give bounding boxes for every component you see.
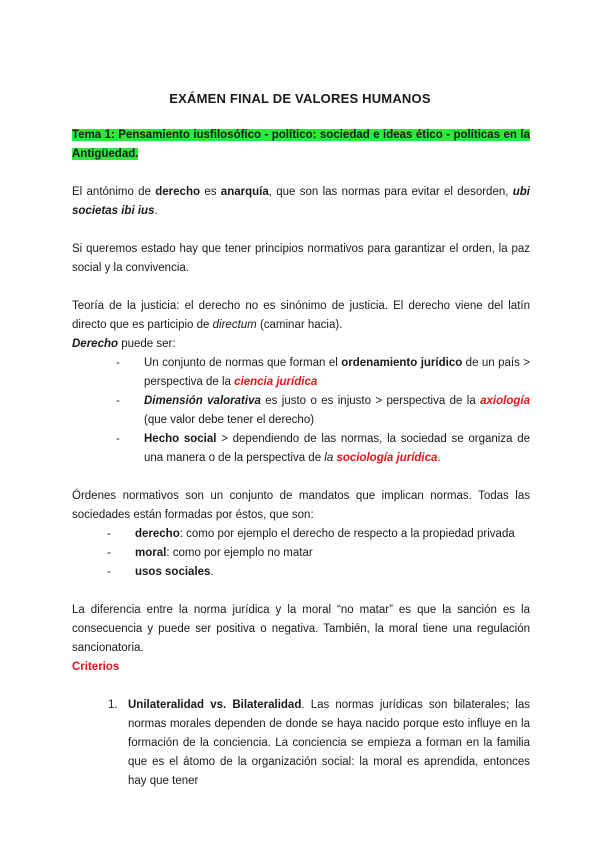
bold-term: Derecho <box>72 338 119 350</box>
highlighted-term: axiología <box>480 395 530 407</box>
paragraph-justice <box>72 297 530 335</box>
list-marker: - <box>107 566 111 578</box>
paragraph-antonym <box>72 183 530 221</box>
text: , que son las normas para evitar el desorden, <box>268 186 513 198</box>
bold-term: anarquía <box>220 186 269 198</box>
text: (caminar hacia). <box>256 319 343 331</box>
list-item: - derecho: como por ejemplo el derecho de respecto a la propiedad privada <box>135 525 530 544</box>
derecho-list <box>116 354 531 468</box>
list-marker: - <box>116 357 120 369</box>
criteria-heading: Criterios <box>72 661 120 673</box>
highlighted-term: sociología jurídica <box>336 452 438 464</box>
list-item: 1. Unilateralidad vs. Bilateralidad. Las normas jurídicas son bilaterales; las normas morales dependen de donde se haya nacido porque esto influye en la formación de la conciencia. La conciencia se empieza a forman en la familia que es el átomo de la organización social: la moral es aprendida, entonces hay que tener <box>128 696 530 791</box>
list-marker: - <box>116 433 120 445</box>
text: El antónimo de <box>72 186 156 198</box>
orders-list <box>107 525 530 582</box>
list-item: - Un conjunto de normas que forman el ordenamiento jurídico de un país > perspectiva de la ciencia jurídica <box>144 354 530 392</box>
paragraph-orders: Órdenes normativos son un conjunto de mandatos que implican normas. Todas las sociedades están formadas por éstos, que son: <box>72 490 530 521</box>
bold-term: derecho <box>155 186 201 198</box>
list-marker: - <box>116 395 120 407</box>
list-marker: - <box>107 547 111 559</box>
list-item: - Hecho social > dependiendo de las normas, la sociedad se organiza de una manera o de la perspectiva de la sociología jurídica. <box>144 430 530 468</box>
text: puede ser: <box>118 338 176 350</box>
list-item: - usos sociales. <box>135 563 530 582</box>
text: Teoría de la justicia: el derecho no es sinónimo de justicia. El derecho viene del latín directo que es participio de <box>72 300 530 331</box>
text: es <box>200 186 221 198</box>
derecho-intro <box>72 335 530 354</box>
text: . <box>154 205 158 217</box>
list-item: - Dimensión valorativa es justo o es injusto > perspectiva de la axiología (que valor debe tener el derecho) <box>144 392 530 430</box>
paragraph-difference: La diferencia entre la norma jurídica y la moral “no matar” es que la sanción es la consecuencia y puede ser positiva o negativa. También, la moral tiene una regulación sancionatoria. <box>72 604 530 654</box>
topic-heading-text: Tema 1: Pensamiento iusfilosófico - político: sociedad e ideas ético - políticas en la Antigüedad. <box>72 129 530 160</box>
list-marker: 1. <box>108 699 118 711</box>
criteria-list <box>108 696 530 791</box>
paragraph-state: Si queremos estado hay que tener principios normativos para garantizar el orden, la paz social y la convivencia. <box>72 243 530 274</box>
document-title: EXÁMEN FINAL DE VALORES HUMANOS <box>169 91 431 106</box>
list-marker: - <box>107 528 111 540</box>
highlighted-term: ciencia jurídica <box>234 376 318 388</box>
topic-heading <box>72 126 530 164</box>
italic-term: directum <box>212 319 257 331</box>
latin-phrase: ubi societas ibi ius <box>72 186 530 217</box>
list-item: - moral: como por ejemplo no matar <box>135 544 530 563</box>
